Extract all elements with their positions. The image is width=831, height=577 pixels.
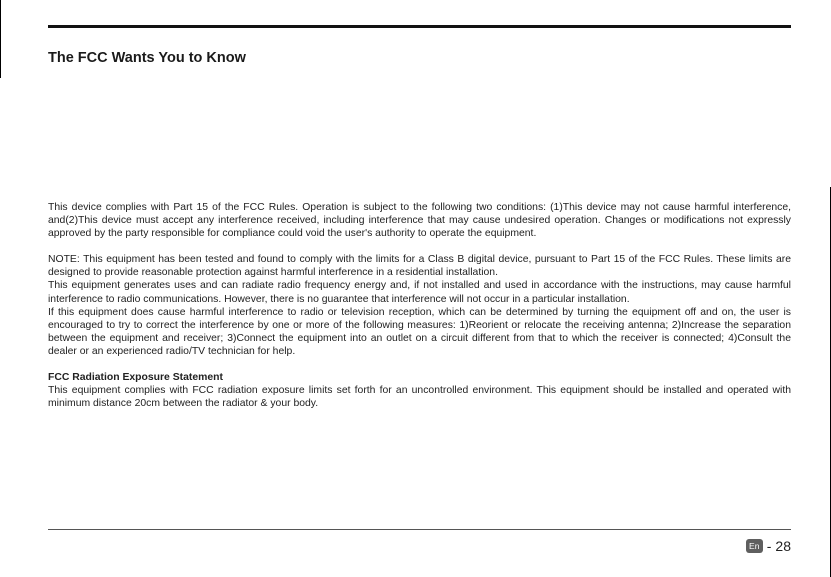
interference-paragraph: This equipment generates uses and can radiate radio frequency energy and, if not installed and used in accordance with the instructions, may cause harmful interference to radio communications. However, there is no guarantee that interference will not occur in a particular installation. xyxy=(48,280,791,305)
top-rule xyxy=(48,25,791,28)
radiation-paragraph: This equipment complies with FCC radiation exposure limits set forth for an uncontrolled environment. This equipment should be installed and operated with minimum distance 20cm between the radiator & your body. xyxy=(48,385,791,410)
note-paragraph: NOTE: This equipment has been tested and found to comply with the limits for a Class B digital device, pursuant to Part 15 of the FCC Rules. These limits are designed to provide reasonable protection against harmful interference in a residential installation. xyxy=(48,254,791,279)
page-title: The FCC Wants You to Know xyxy=(48,50,246,66)
language-badge: En xyxy=(746,539,763,553)
page-footer xyxy=(746,538,791,554)
radiation-heading: FCC Radiation Exposure Statement xyxy=(48,372,223,384)
page-separator: - xyxy=(766,538,772,554)
document-body xyxy=(48,201,791,410)
bottom-rule xyxy=(48,529,791,530)
compliance-paragraph: This device complies with Part 15 of the FCC Rules. Operation is subject to the following two conditions: (1)This device may not cause harmful interference, and(2)This device must accept any interference received, including interference that may cause undesired operation. Changes or modifications not expressly approved by the party responsible for compliance could void the user's authority to operate the equipment. xyxy=(48,202,791,240)
page-number: 28 xyxy=(775,538,791,554)
page-edge-left xyxy=(0,0,1,78)
measures-paragraph: If this equipment does cause harmful interference to radio or television reception, which can be determined by turning the equipment off and on, the user is encouraged to try to correct the interference by one or more of the following measures: 1)Reorient or relocate the receiving antenna; 2)Increase the separation between the equipment and receiver; 3)Connect the equipment into an outlet on a circuit different from that to which the receiver is connected; 4)Consult the dealer or an experienced radio/TV technician for help. xyxy=(48,306,791,357)
